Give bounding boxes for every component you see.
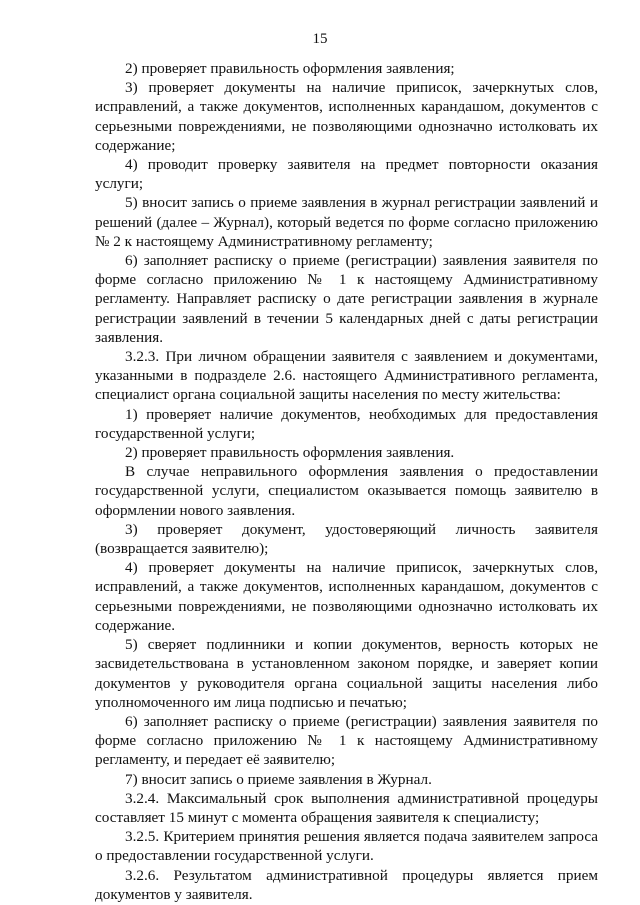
paragraph-personal-item-3: 3) проверяет документ, удостоверяющий личность заявителя (возвращается заявителю); xyxy=(95,520,598,558)
paragraph-section-3-2-4: 3.2.4. Максимальный срок выполнения административной процедуры составляет 15 минут с момента обращения заявителя к специалисту; xyxy=(95,789,598,826)
paragraph-section-3-2-5: 3.2.5. Критерием принятия решения является подача заявителем запроса о предоставлении государственной услуги. xyxy=(95,828,598,865)
page-number: 15 xyxy=(312,31,328,47)
paragraph-personal-item-6: 6) заполняет расписку о приеме (регистрации) заявления заявителя по форме согласно приложению № 1 к настоящему Административному регламенту, и передает её заявителю; xyxy=(95,712,598,769)
paragraph-personal-item-7: 7) вносит запись о приеме заявления в Журнал. xyxy=(125,770,432,788)
paragraph-incorrect-form: В случае неправильного оформления заявления о предоставлении государственной услуги, специалистом оказывается помощь заявителю в оформлении нового заявления. xyxy=(95,463,598,519)
paragraph-personal-item-1: 1) проверяет наличие документов, необходимых для предоставления государственной услуги; xyxy=(95,405,598,442)
paragraph-personal-item-5: 5) сверяет подлинники и копии документов, верность которых не засвидетельствована в установленном законом порядке, и заверяет копии документов у руководителя органа социальной защиты населения либо уполномоченного им лица подписью и печатью; xyxy=(95,636,598,711)
paragraph-item-2-check-form: 2) проверяет правильность оформления заявления; xyxy=(125,60,455,77)
paragraph-personal-item-2: 2) проверяет правильность оформления заявления. xyxy=(125,444,455,462)
paragraph-item-4-repeat-check: 4) проводит проверку заявителя на предмет повторности оказания услуги; xyxy=(95,156,598,193)
paragraph-section-3-2-6: 3.2.6. Результатом административной процедуры является прием документов у заявителя. xyxy=(95,866,598,903)
paragraph-section-3-2-3: 3.2.3. При личном обращении заявителя с заявлением и документами, указанными в подразделе 2.6. настоящего Административного регламента, специалист органа социальной защиты населения по месту жительства: xyxy=(95,348,598,404)
paragraph-item-6-receipt: 6) заполняет расписку о приеме (регистрации) заявления заявителя по форме согласно приложению № 1 к настоящему Административному регламенту. Направляет расписку о дате регистрации заявления в журнале регистрации заявлений в течении 5 календарных дней с даты регистрации заявления. xyxy=(95,252,598,346)
paragraph-item-3-check-documents: 3) проверяет документы на наличие приписок, зачеркнутых слов, исправлений, а также документов, исполненных карандашом, документов с серьезными повреждениями, не позволяющими однозначно истолковать их содержание; xyxy=(95,79,598,154)
paragraph-personal-item-4: 4) проверяет документы на наличие приписок, зачеркнутых слов, исправлений, а также документов, исполненных карандашом, документов с серьезными повреждениями, не позволяющими однозначно истолковать их содержание. xyxy=(95,559,598,634)
document-body xyxy=(95,59,598,904)
paragraph-item-5-journal-entry: 5) вносит запись о приеме заявления в журнал регистрации заявлений и решений (далее – Журнал), который ведется по форме согласно приложению № 2 к настоящему Административному регламенту; xyxy=(95,194,598,250)
